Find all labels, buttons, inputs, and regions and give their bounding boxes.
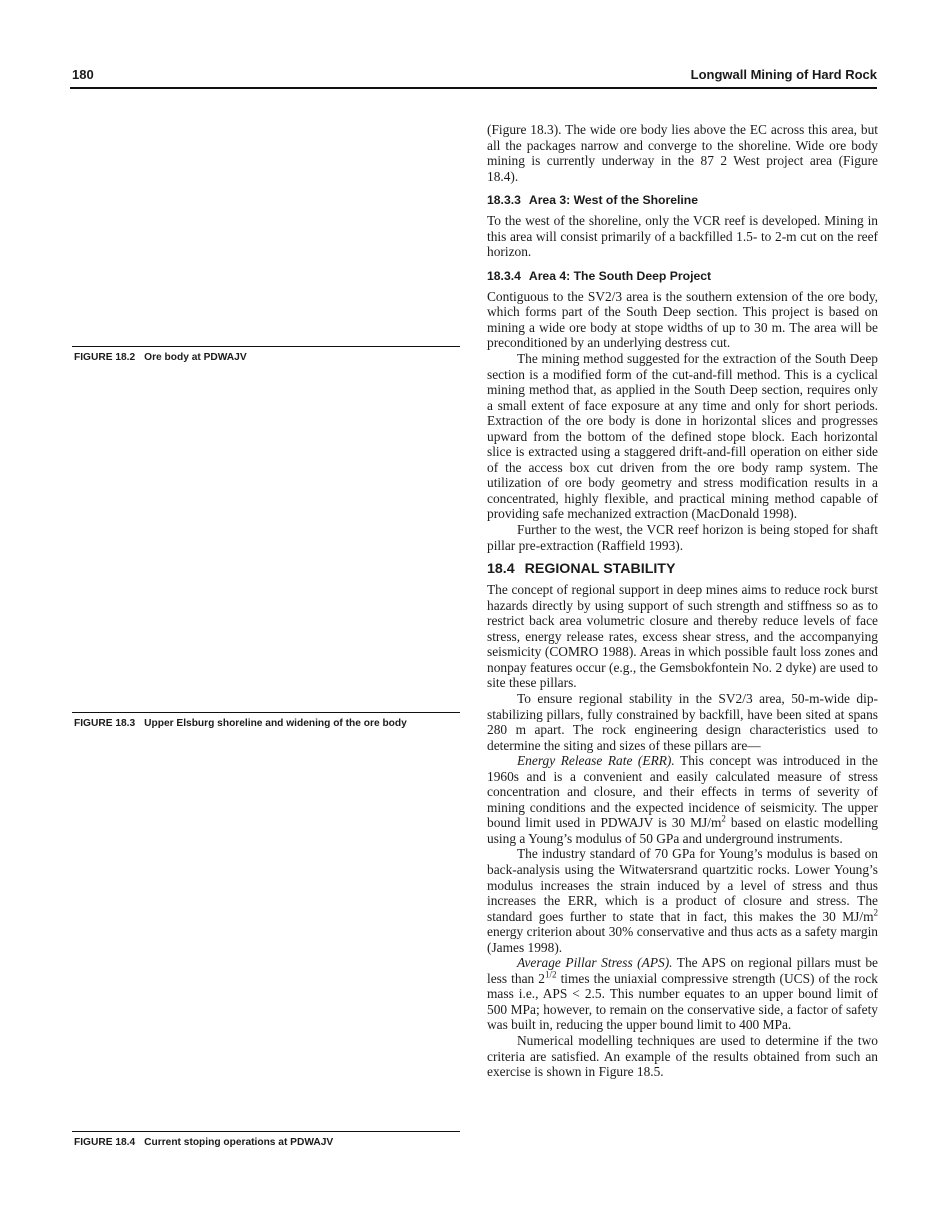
book-title: Longwall Mining of Hard Rock — [690, 67, 877, 82]
figure-rule — [72, 346, 460, 347]
figure-caption-text: Upper Elsburg shoreline and widening of the ore body — [144, 718, 407, 729]
paragraph: To ensure regional stability in the SV2/3 area, 50-m-wide dip-stabilizing pillars, fully constrained by backfill, have been sited at spans 280 m apart. The rock engineering design characteristics used to determine the siting and sizes of these pillars are— — [487, 690, 878, 753]
paragraph-text: energy criterion about 30% conservative and thus acts as a safety margin (James 1998). — [487, 924, 878, 955]
paragraph-text: The industry standard of 70 GPa for Young’s modulus is based on back-analysis using the Witwatersrand quartzitic rocks. Lower Young’s modulus increases the strain induced by a level of stress and thus increases the ERR, which is a product of closure and stress. The standard goes further to state that in fact, this makes the 30 MJ/m — [487, 846, 878, 924]
figure-18-2-caption-block — [74, 346, 460, 363]
section-heading-18-3-4 — [487, 268, 878, 284]
figure-18-3-caption-block — [74, 712, 460, 729]
figure-rule — [72, 1131, 460, 1132]
paragraph: Further to the west, the VCR reef horizon is being stoped for shaft pillar pre-extraction (Raffield 1993). — [487, 522, 878, 553]
section-title: Area 4: The South Deep Project — [528, 268, 712, 283]
paragraph: Contiguous to the SV2/3 area is the southern extension of the ore body, which forms part of the South Deep section. This project is based on mining a wide ore body at stope widths of up to 30 m. The area will be preconditioned by an underlying destress cut. — [487, 288, 878, 351]
paragraph-text: The APS on regional pillars must be less than 2 — [487, 955, 879, 986]
paragraph-err — [487, 753, 878, 846]
page-number: 180 — [72, 67, 94, 82]
paragraph-text: This concept was introduced in the 1960s and is a convenient and easily calculated measure of stress concentration and closure, and their effects in terms of severity of mining conditions and the expected incidence of seismicity. The upper bound limit used in PDWAJV is 30 MJ/m — [487, 753, 878, 831]
paragraph-modulus — [487, 846, 878, 955]
section-number: 18.3.4 — [487, 268, 521, 283]
figure-label: FIGURE 18.4 — [74, 1137, 136, 1148]
figure-caption-text: Ore body at PDWAJV — [144, 352, 247, 363]
paragraph: (Figure 18.3). The wide ore body lies above the EC across this area, but all the packages narrow and converge to the shoreline. Wide ore body mining is currently underway in the 87 2 West project area (Figure 18.4). — [487, 122, 878, 184]
paragraph: The concept of regional support in deep mines aims to reduce rock burst hazards directly by using support of such strength and stiffness so as to restrict back area volumetric closure and thereby reduce levels of face stress, energy release rates, excess shear stress, and the accompanying seismicity (COMRO 1988). Areas in which possible fault loss zones and nonpay features occur (e.g., the Gemsbokfontein No. 2 dyke) are used to site these pillars. — [487, 582, 878, 691]
section-number: 18.4 — [487, 561, 515, 578]
section-number: 18.3.3 — [487, 193, 521, 208]
figure-label: FIGURE 18.3 — [74, 718, 136, 729]
figure-caption — [74, 1137, 460, 1148]
paragraph: The mining method suggested for the extraction of the South Deep section is a modified form of the cut-and-fill method. This is a cyclical mining method that, as applied in the South Deep section, requires only a small extent of face exposure at any time and only for short periods. Extraction of the ore body is done in horizontal slices and progresses upward from the bottom of the defined stope block. Each horizontal slice is extracted using a staggered drift-and-fill operation on either side of the access box cut driven from the ore body ramp system. The utilization of ore body geometry and stress modification results in a concentrated, highly flexible, and practical mining method capable of providing safe mechanized extraction (MacDonald 1998). — [487, 351, 878, 522]
paragraph-text: times the uniaxial compressive strength (UCS) of the rock mass i.e., APS < 2.5. This number equates to an upper bound limit of 500 MPa; however, to remain on the conservative side, a factor of safety was built in, reducing the upper bound limit to 400 MPa. — [487, 970, 879, 1033]
section-heading-18-4 — [487, 560, 878, 578]
superscript: 2 — [721, 813, 726, 824]
paragraph: To the west of the shoreline, only the VCR reef is developed. Mining in this area will consist primarily of a backfilled 1.5- to 2-m cut on the reef horizon. — [487, 213, 878, 260]
figure-18-4-caption-block — [74, 1131, 460, 1148]
paragraph-text: based on elastic modelling using a Young’s modulus of 50 GPa and underground instruments. — [487, 815, 879, 846]
running-header — [70, 66, 877, 86]
paragraph-aps — [487, 955, 878, 1033]
superscript: 2 — [873, 907, 878, 918]
term-err: Energy Release Rate (ERR). — [517, 753, 675, 769]
figure-caption — [74, 352, 460, 363]
term-aps: Average Pillar Stress (APS). — [517, 955, 673, 971]
fraction: 1/2 — [544, 969, 557, 980]
header-rule — [70, 87, 877, 89]
text-column — [487, 122, 878, 1080]
paragraph: Numerical modelling techniques are used to determine if the two criteria are satisfied. An example of the results obtained from such an exercise is shown in Figure 18.5. — [487, 1032, 878, 1080]
section-title: Area 3: West of the Shoreline — [528, 193, 698, 208]
figure-caption — [74, 718, 460, 729]
figure-caption-text: Current stoping operations at PDWAJV — [144, 1137, 334, 1148]
figure-rule — [72, 712, 460, 713]
section-title: REGIONAL STABILITY — [524, 561, 676, 578]
section-heading-18-3-3 — [487, 192, 878, 208]
figure-label: FIGURE 18.2 — [74, 352, 136, 363]
